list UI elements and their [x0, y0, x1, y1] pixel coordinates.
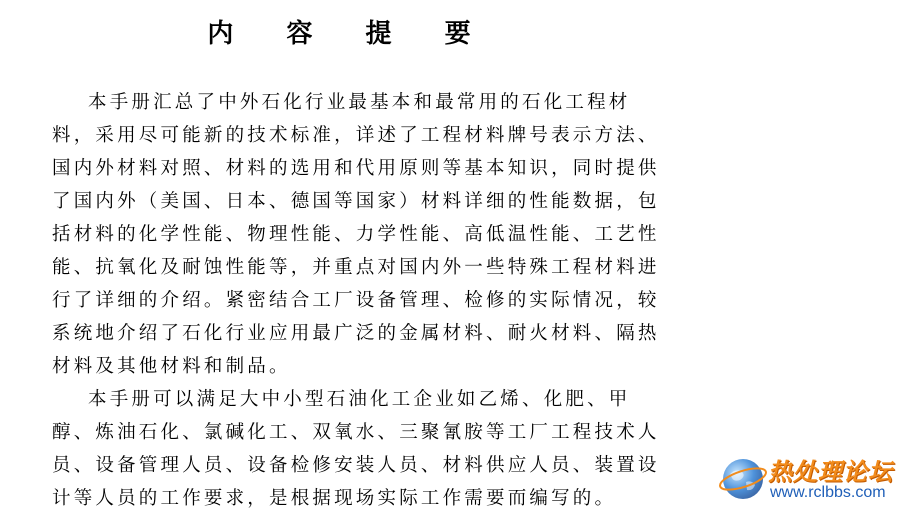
text-line: 本手册汇总了中外石化行业最基本和最常用的石化工程材 [88, 92, 631, 113]
paragraph-1 [52, 86, 672, 383]
text-line: 计等人员的工作要求，是根据现场实际工作需要而编写的。 [52, 488, 617, 509]
text-line: 能、抗氧化及耐蚀性能等，并重点对国内外一些特殊工程材料进 [52, 257, 660, 278]
text-line: 括材料的化学性能、物理性能、力学性能、高低温性能、工艺性 [52, 224, 660, 245]
text-line: 本手册可以满足大中小型石油化工企业如乙烯、化肥、甲 [88, 389, 631, 410]
page-title: 内 容 提 要 [207, 19, 493, 49]
text-line: 料，采用尽可能新的技术标准，详述了工程材料牌号表示方法、 [52, 125, 660, 146]
site-watermark [718, 448, 898, 512]
paragraph-2 [52, 383, 672, 515]
watermark-site-name: 热处理论坛 [768, 458, 893, 486]
watermark-url: www.rclbbs.com [770, 484, 886, 501]
text-line: 了国内外（美国、日本、德国等国家）材料详细的性能数据，包 [52, 191, 660, 212]
text-line: 员、设备管理人员、设备检修安装人员、材料供应人员、装置设 [52, 455, 660, 476]
globe-icon [718, 454, 768, 504]
text-line: 行了详细的介绍。紧密结合工厂设备管理、检修的实际情况，较 [52, 290, 660, 311]
document-body [52, 86, 672, 515]
text-line: 国内外材料对照、材料的选用和代用原则等基本知识，同时提供 [52, 158, 660, 179]
text-line: 系统地介绍了石化行业应用最广泛的金属材料、耐火材料、隔热 [52, 323, 660, 344]
text-line: 材料及其他材料和制品。 [52, 356, 291, 377]
text-line: 醇、炼油石化、氯碱化工、双氧水、三聚氰胺等工厂工程技术人 [52, 422, 660, 443]
